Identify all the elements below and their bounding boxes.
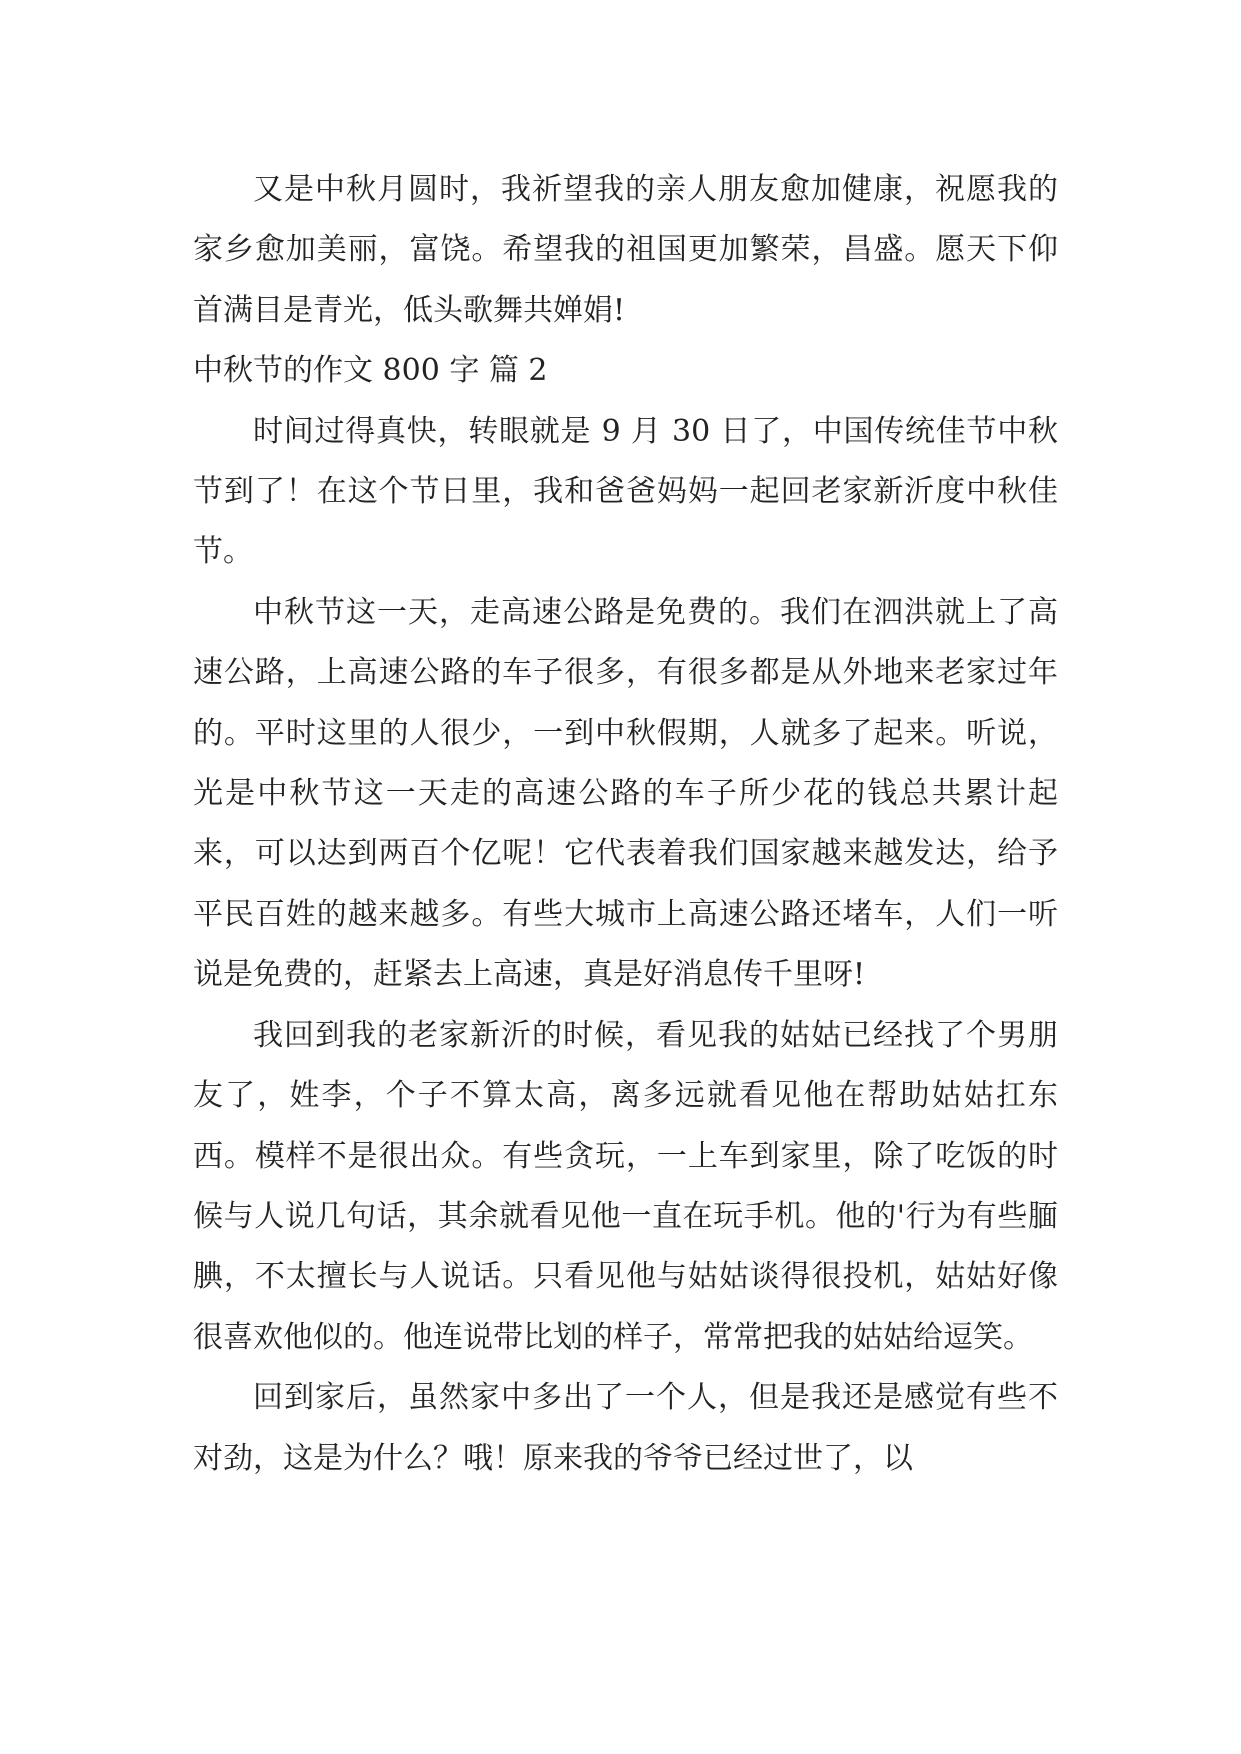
- section-heading-essay-2: 中秋节的作文 800 字 篇 2: [193, 353, 548, 389]
- document-body: [193, 160, 1058, 1489]
- paragraph-mid-autumn-wishes: 又是中秋月圆时，我祈望我的亲人朋友愈加健康，祝愿我的家乡愈加美丽，富饶。希望我的祖国更加繁荣，昌盛。愿天下仰首满目是青光，低头歌舞共婵娟!: [193, 172, 1058, 328]
- paragraph-aunt-boyfriend: 我回到我的老家新沂的时候，看见我的姑姑已经找了个男朋友了，姓李，个子不算太高，离多远就看见他在帮助姑姑扛东西。模样不是很出众。有些贪玩，一上车到家里，除了吃饭的时候与人说几句话，其余就看见他一直在玩手机。他的'行为有些腼腆，不太擅长与人说话。只看见他与姑姑谈得很投机，姑姑好像很喜欢他似的。他连说带比划的样子，常常把我的姑姑给逗笑。: [193, 1017, 1058, 1355]
- paragraph-time-flies: 时间过得真快，转眼就是 9 月 30 日了，中国传统佳节中秋节到了！在这个节日里，我和爸爸妈妈一起回老家新沂度中秋佳节。: [193, 413, 1058, 570]
- paragraph-back-home: 回到家后，虽然家中多出了一个人，但是我还是感觉有些不对劲，这是为什么？哦！原来我的爷爷已经过世了，以: [193, 1380, 1058, 1476]
- paragraph-highway-free: 中秋节这一天，走高速公路是免费的。我们在泗洪就上了高速公路，上高速公路的车子很多，有很多都是从外地来老家过年的。平时这里的人很少，一到中秋假期，人就多了起来。听说，光是中秋节这一天走的高速公路的车子所少花的钱总共累计起来，可以达到两百个亿呢！它代表着我们国家越来越发达，给予平民百姓的越来越多。有些大城市上高速公路还堵车，人们一听说是免费的，赶紧去上高速，真是好消息传千里呀!: [193, 594, 1058, 993]
